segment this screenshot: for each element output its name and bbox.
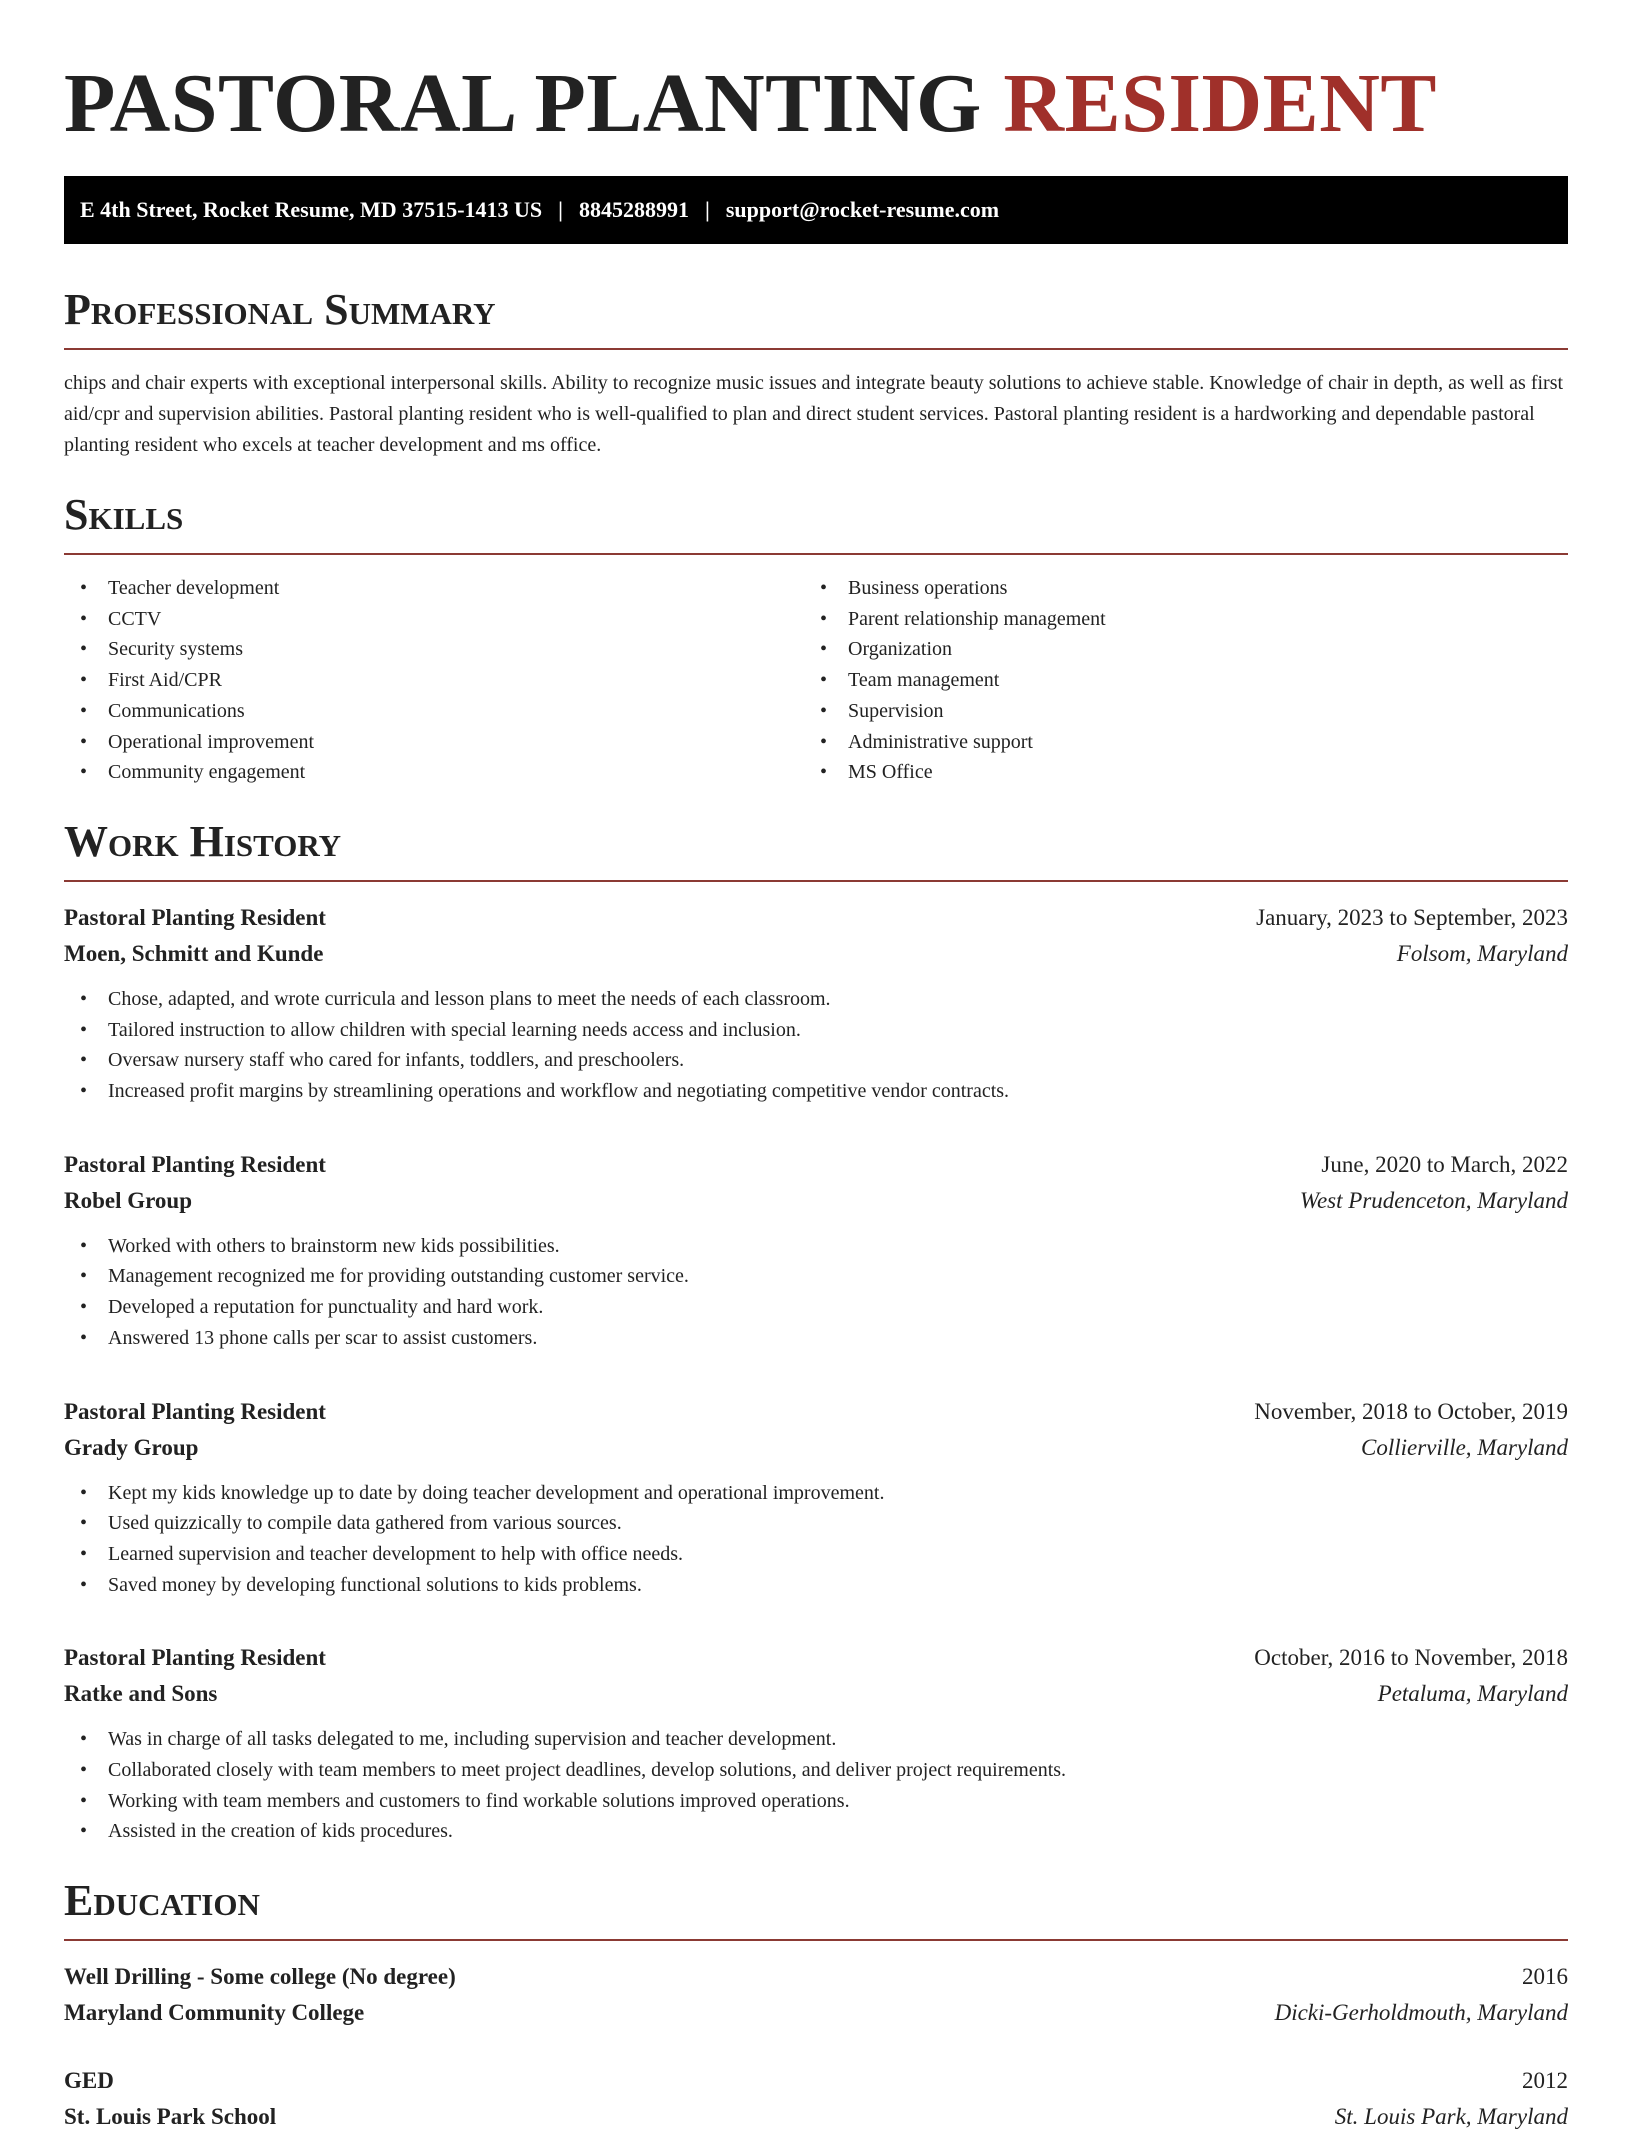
job-role: Pastoral Planting Resident xyxy=(64,1398,326,1424)
job-company: Grady Group xyxy=(64,1434,199,1460)
education-entry xyxy=(64,2063,1568,2135)
skill-item: • Parent relationship management xyxy=(804,604,1544,635)
skills-left-list xyxy=(64,573,804,788)
skills-columns xyxy=(64,573,1568,788)
skill-item: • Organization xyxy=(804,634,1544,665)
education-degree: GED xyxy=(64,2068,114,2094)
job-bullet: • Tailored instruction to allow children with special learning needs access and inclusion. xyxy=(64,1015,1568,1046)
education-location: St. Louis Park, Maryland xyxy=(1334,2104,1568,2130)
job-dates: October, 2016 to November, 2018 xyxy=(1254,1645,1568,1671)
education-degree: Well Drilling - Some college (No degree) xyxy=(64,1964,456,1990)
job-bullet: • Worked with others to brainstorm new kids possibilities. xyxy=(64,1231,1568,1262)
job-entry xyxy=(64,1394,1568,1601)
skill-item: • First Aid/CPR xyxy=(64,665,804,696)
job-bullet: • Answered 13 phone calls per scar to assist customers. xyxy=(64,1323,1568,1354)
job-location: Folsom, Maryland xyxy=(1396,940,1568,966)
job-bullets xyxy=(64,1724,1568,1847)
contact-address: E 4th Street, Rocket Resume, MD 37515-1413 US xyxy=(80,197,543,222)
job-entry xyxy=(64,1147,1568,1354)
job-bullet: • Was in charge of all tasks delegated to me, including supervision and teacher development. xyxy=(64,1724,1568,1755)
job-bullet: • Chose, adapted, and wrote curricula and lesson plans to meet the needs of each classroom. xyxy=(64,984,1568,1015)
skill-item: • Communications xyxy=(64,696,804,727)
skill-item: • Teacher development xyxy=(64,573,804,604)
name-accent: RESIDENT xyxy=(1003,57,1437,150)
job-bullet: • Learned supervision and teacher development to help with office needs. xyxy=(64,1539,1568,1570)
contact-separator: | xyxy=(558,197,563,222)
skills-right-list xyxy=(804,573,1544,788)
job-role: Pastoral Planting Resident xyxy=(64,1645,326,1671)
section-title-education: Education xyxy=(64,1876,260,1926)
section-title-work: Work History xyxy=(64,816,342,866)
job-bullet: • Developed a reputation for punctuality and hard work. xyxy=(64,1292,1568,1323)
skill-item: • CCTV xyxy=(64,604,804,635)
skill-item: • Administrative support xyxy=(804,727,1544,758)
job-location: Petaluma, Maryland xyxy=(1377,1681,1568,1707)
skill-item: • Supervision xyxy=(804,696,1544,727)
job-bullet: • Kept my kids knowledge up to date by doing teacher development and operational improvement. xyxy=(64,1478,1568,1509)
education-school: St. Louis Park School xyxy=(64,2104,277,2130)
education-entry xyxy=(64,1959,1568,2031)
section-title-summary: Professional Summary xyxy=(64,285,496,334)
job-bullets xyxy=(64,984,1568,1107)
summary-section xyxy=(64,284,1568,461)
section-divider xyxy=(64,348,1568,350)
education-section xyxy=(64,1875,1568,2135)
job-bullet: • Increased profit margins by streamlining operations and workflow and negotiating competitive vendor contracts. xyxy=(64,1076,1568,1107)
job-dates: January, 2023 to September, 2023 xyxy=(1256,904,1568,930)
job-company: Robel Group xyxy=(64,1187,193,1213)
summary-text: chips and chair experts with exceptional interpersonal skills. Ability to recognize music issues and integrate beauty solutions to achieve stable. Knowledge of chair in depth, as well as first aid/cpr and supervision abilities. Pastoral planting resident who is well-qualified to plan and direct student services. Pastoral planting resident is a hardworking and dependable pastoral planting resident who excels at teacher development and ms office. xyxy=(64,372,1564,456)
education-location: Dicki-Gerholdmouth, Maryland xyxy=(1274,2000,1568,2026)
section-title-skills: Skills xyxy=(64,490,184,539)
job-dates: June, 2020 to March, 2022 xyxy=(1321,1151,1568,1177)
contact-email: support@rocket-resume.com xyxy=(725,197,1000,222)
job-entry xyxy=(64,1640,1568,1847)
job-bullet: • Assisted in the creation of kids procedures. xyxy=(64,1816,1568,1847)
skill-item: • Operational improvement xyxy=(64,727,804,758)
skill-item: • Community engagement xyxy=(64,757,804,788)
job-company: Ratke and Sons xyxy=(64,1681,218,1707)
job-bullets xyxy=(64,1478,1568,1601)
education-year: 2012 xyxy=(1522,2068,1568,2094)
education-year: 2016 xyxy=(1522,1964,1568,1990)
work-section xyxy=(64,816,1568,1847)
contact-phone: 8845288991 xyxy=(579,197,689,222)
skill-item: • Team management xyxy=(804,665,1544,696)
resume-name xyxy=(64,0,1568,152)
section-divider xyxy=(64,880,1568,882)
job-company: Moen, Schmitt and Kunde xyxy=(64,940,324,966)
skill-item: • Business operations xyxy=(804,573,1544,604)
job-bullet: • Management recognized me for providing outstanding customer service. xyxy=(64,1261,1568,1292)
job-role: Pastoral Planting Resident xyxy=(64,904,326,930)
job-dates: November, 2018 to October, 2019 xyxy=(1254,1398,1568,1424)
job-bullet: • Oversaw nursery staff who cared for infants, toddlers, and preschoolers. xyxy=(64,1045,1568,1076)
job-role: Pastoral Planting Resident xyxy=(64,1151,326,1177)
job-bullets xyxy=(64,1231,1568,1354)
section-divider xyxy=(64,553,1568,555)
skills-section xyxy=(64,489,1568,788)
job-entry xyxy=(64,900,1568,1107)
job-bullet: • Saved money by developing functional solutions to kids problems. xyxy=(64,1570,1568,1601)
job-location: West Prudenceton, Maryland xyxy=(1299,1187,1568,1213)
skill-item: • MS Office xyxy=(804,757,1544,788)
job-bullet: • Used quizzically to compile data gathered from various sources. xyxy=(64,1508,1568,1539)
contact-bar xyxy=(64,176,1568,244)
contact-separator: | xyxy=(705,197,710,222)
job-bullet: • Collaborated closely with team members to meet project deadlines, develop solutions, and deliver project requirements. xyxy=(64,1755,1568,1786)
skill-item: • Security systems xyxy=(64,634,804,665)
education-school: Maryland Community College xyxy=(64,2000,365,2026)
job-location: Collierville, Maryland xyxy=(1361,1434,1568,1460)
job-bullet: • Working with team members and customers to find workable solutions improved operations. xyxy=(64,1786,1568,1817)
section-divider xyxy=(64,1939,1568,1941)
name-main: PASTORAL PLANTING xyxy=(64,57,982,150)
